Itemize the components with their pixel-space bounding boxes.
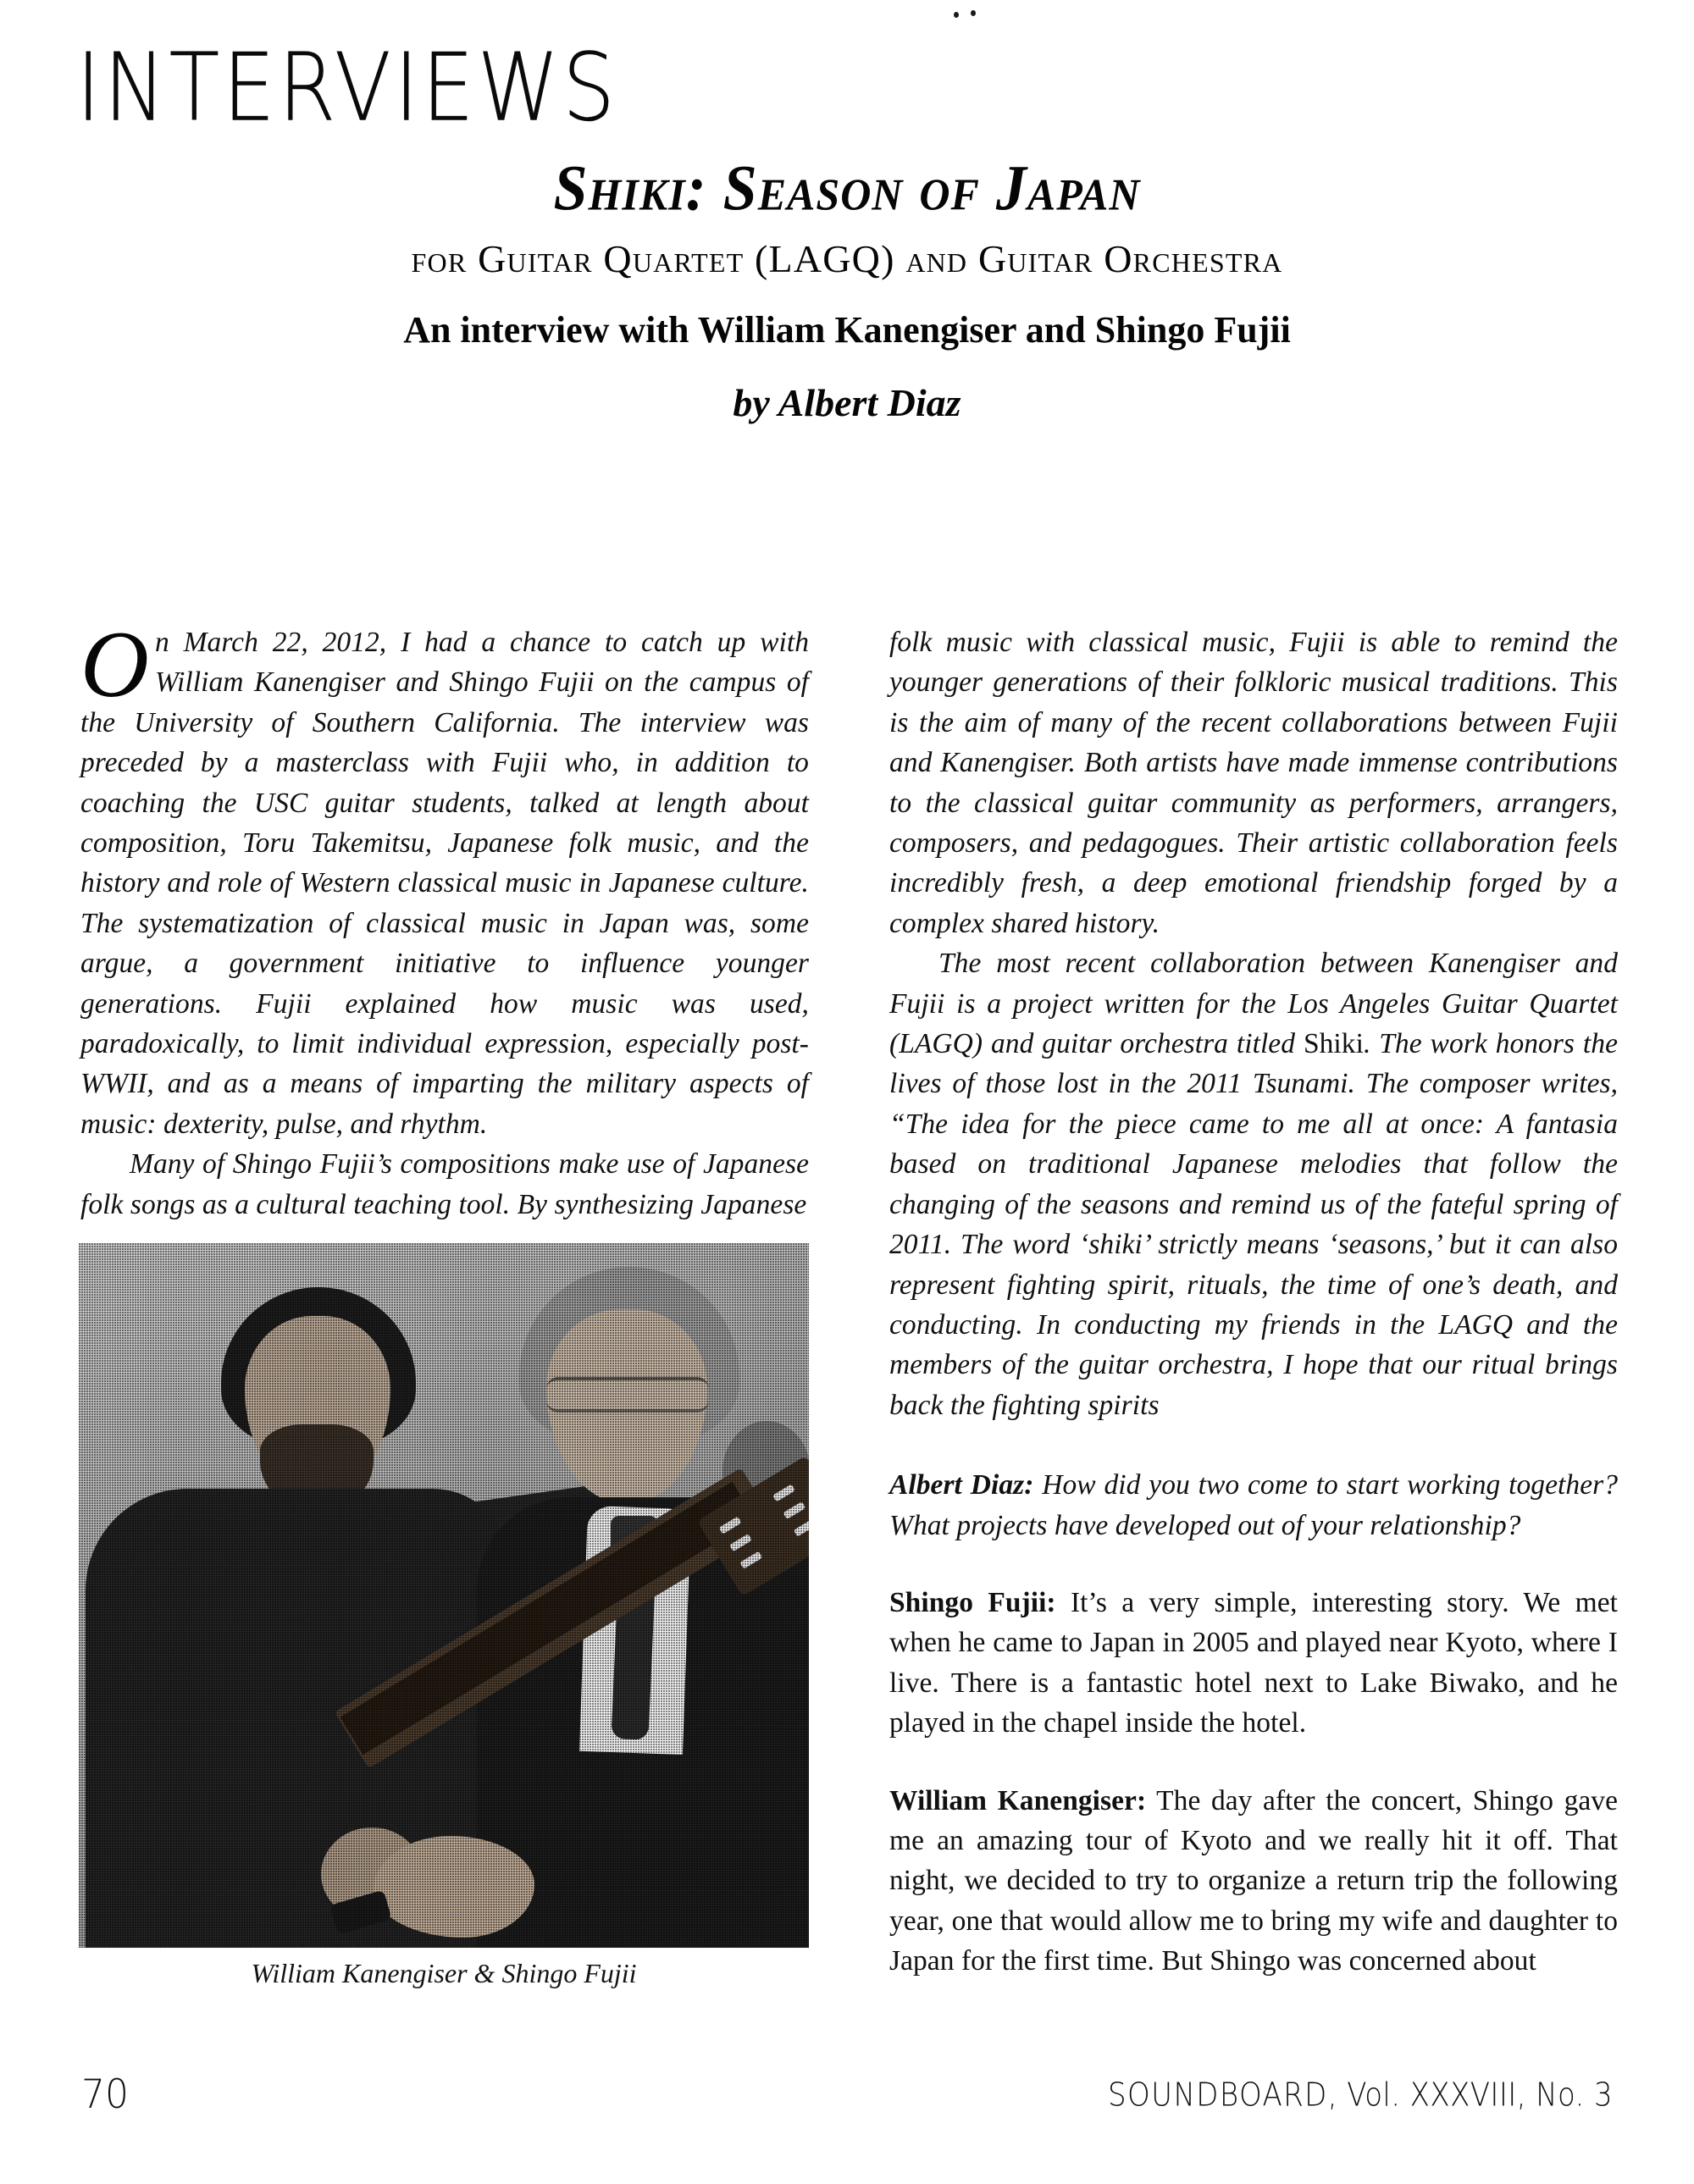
section-header: INTERVIEWS — [76, 32, 618, 142]
title-block — [85, 152, 1609, 424]
qa-answer-william-kanengiser — [889, 1781, 1618, 1982]
qa-question-albert-diaz — [889, 1465, 1618, 1545]
column-left — [80, 612, 809, 1225]
journal-name: SOUNDBOARD — [1108, 2076, 1328, 2115]
work-title-shiki: Shiki — [1303, 1028, 1364, 1060]
qa-answer-text: The day after the concert, Shingo gave me an amazing tour of Kyoto and we really hit it off. That night, we decided to try to organize a return trip the following year, one that would allow me to bring my wife and daughter to Japan for the first time. But Shingo was concerned about — [889, 1784, 1619, 1977]
page-number: 70 — [81, 2071, 129, 2119]
qa-question-text: How did you two come to start working together? What projects have developed out of your relationship? — [889, 1469, 1618, 1541]
photo-guitar-tuner — [783, 1501, 805, 1519]
intro-paragraph-2: Many of Shingo Fujii’s compositions make use of Japanese folk songs as a cultural teaching tool. By synthesizing Japanese — [80, 1148, 809, 1220]
paragraph-spacer — [889, 1744, 1618, 1781]
article-subtitle: for Guitar Quartet (LAGQ) and Guitar Orchestra — [411, 236, 1283, 280]
article-standfirst: An interview with William Kanengiser and Shingo Fujii — [403, 309, 1291, 351]
photo-guitar-tuner — [794, 1519, 809, 1537]
intro-paragraph-4 — [889, 943, 1618, 1425]
photo-guitar-tuner — [729, 1534, 752, 1551]
photo-kanengiser-fujii — [79, 1243, 809, 1948]
intro-paragraph-3: folk music with classical music, Fujii is able to remind the younger generations of their folkloric musical traditions. This is the aim of many of the recent collaborations between Fujii and Kanengiser. Both artists have made immense contributions to the classical guitar community as performers, arrangers, composers, and pedagogues. Their artistic collaboration feels incredibly fresh, a deep emotional friendship forged by a complex shared history. — [889, 627, 1618, 939]
qa-answer-shingo-fujii — [889, 1583, 1618, 1744]
intro-paragraph-4-part-b: . The work honors the lives of those lost in the 2011 Tsunami. The composer writes, “The idea for the piece came to me all at once: A fantasia based on traditional Japanese melodies that follow the changing of the seasons and remind us of the fateful spring of 2011. The word ‘shiki’ strictly means ‘seasons,’ but it can also represent fighting spirit, rituals, the time of one’s death, and conducting. In conducting my friends in the LAGQ and the members of the guitar orchestra, I hope that our ritual brings back the fighting spirits — [889, 1028, 1618, 1421]
photo-guitar-tuner — [772, 1484, 795, 1501]
journal-issue: , Vol. XXXVIII, No. 3 — [1327, 2076, 1613, 2115]
photo-guitar-tuner — [719, 1517, 742, 1534]
paragraph-spacer — [889, 1425, 1618, 1465]
qa-speaker-label: William Kanengiser: — [889, 1784, 1147, 1816]
footer-journal-info — [1108, 2076, 1613, 2115]
photo-figure-right-glasses — [546, 1377, 709, 1413]
photo-image — [79, 1243, 809, 1948]
scan-speck-icon — [971, 10, 976, 16]
qa-speaker-label: Shingo Fujii: — [889, 1586, 1056, 1618]
intro-paragraph-4-part-a: The most recent collaboration between Kanengiser and Fujii is a project written for the Los Angeles Guitar Quartet (LAGQ) and guitar orchestra titled — [889, 948, 1618, 1060]
article-byline: by Albert Diaz — [733, 380, 961, 424]
qa-speaker-label: Albert Diaz: — [889, 1469, 1034, 1501]
qa-answer-text: It’s a very simple, interesting story. We met when he came to Japan in 2005 and played near Kyoto, where I live. There is a fantastic hotel next to Lake Biwako, and he played in the chapel inside the hotel. — [889, 1586, 1618, 1739]
scan-speck-icon — [954, 12, 959, 18]
intro-paragraph-1-text: n March 22, 2012, I had a chance to catch up with William Kanengiser and Shingo Fujii on the campus of the University of Southern California. The interview was preceded by a masterclass with Fujii who, in addition to coaching the USC guitar students, talked at length about composition, Toru Takemitsu, Japanese folk music, and the history and role of Western classical music in Japanese culture. The systematization of classical music in Japan was, some argue, a government initiative to influence younger generations. Fujii explained how music was used, paradoxically, to limit individual expression, especially post-WWII, and as a means of imparting the military aspects of music: dexterity, pulse, and rhythm. — [80, 627, 809, 1140]
photo-guitar-tuner — [739, 1551, 762, 1569]
paragraph-spacer — [889, 1545, 1618, 1583]
intro-paragraph-1 — [80, 612, 809, 1144]
photo-figure-left-hand — [374, 1836, 534, 1938]
photo-caption: William Kanengiser & Shingo Fujii — [251, 1958, 637, 1988]
column-right — [889, 622, 1618, 1982]
drop-cap: O — [80, 612, 149, 717]
page-title: Shiki: Season of Japan — [553, 152, 1141, 224]
